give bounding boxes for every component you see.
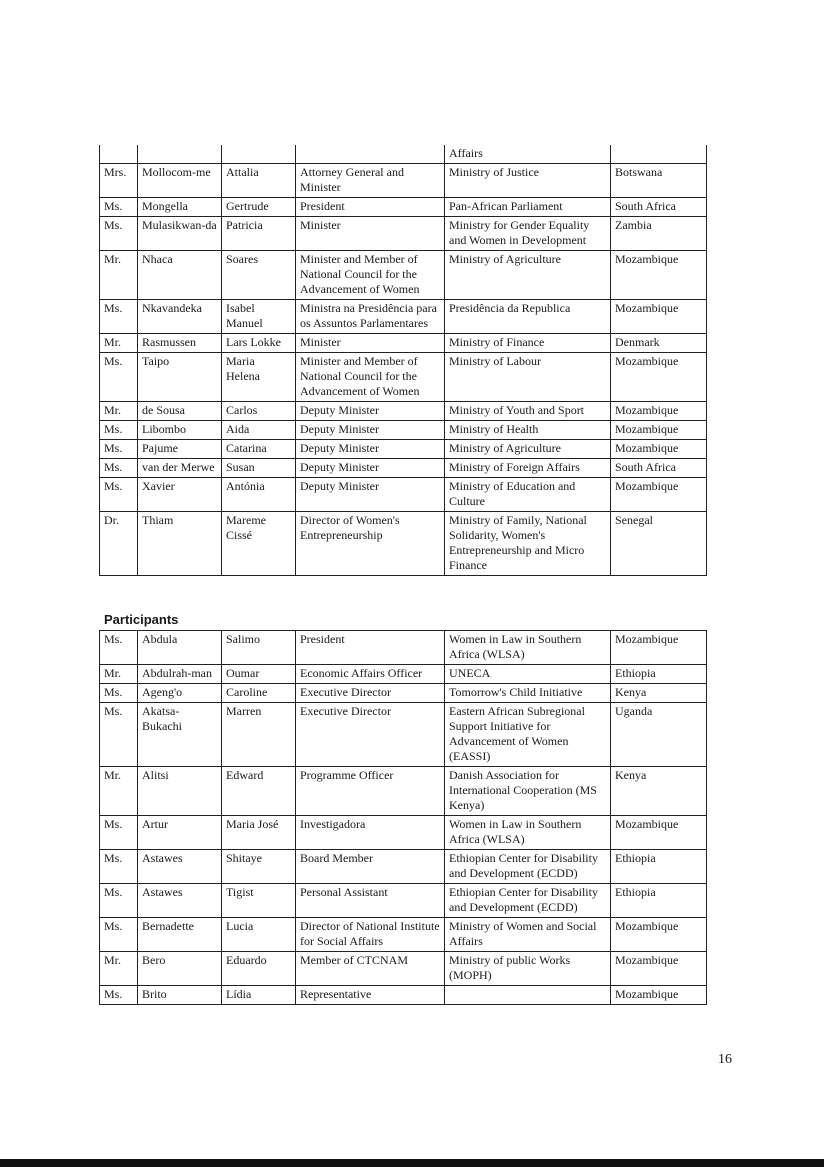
surname-cell: van der Merwe: [138, 459, 222, 478]
title-cell: Ms.: [100, 353, 138, 402]
first-name-cell: Carlos: [222, 402, 296, 421]
country-cell: Kenya: [611, 684, 707, 703]
surname-cell: Akatsa-Bukachi: [138, 703, 222, 767]
table-row: [100, 684, 707, 703]
first-name-cell: Attalia: [222, 164, 296, 198]
first-name-cell: [222, 145, 296, 164]
first-name-cell: Tigist: [222, 884, 296, 918]
country-cell: Mozambique: [611, 918, 707, 952]
officials-table: [99, 145, 707, 576]
surname-cell: Artur: [138, 816, 222, 850]
organisation-cell: Tomorrow's Child Initiative: [445, 684, 611, 703]
organisation-cell: Ministry of Justice: [445, 164, 611, 198]
table-row: [100, 164, 707, 198]
title-cell: Mr.: [100, 952, 138, 986]
table-row: [100, 353, 707, 402]
organisation-cell: [445, 986, 611, 1005]
table-row: [100, 459, 707, 478]
surname-cell: de Sousa: [138, 402, 222, 421]
title-cell: Mr.: [100, 402, 138, 421]
position-cell: Director of National Institute for Social Affairs: [296, 918, 445, 952]
country-cell: Senegal: [611, 512, 707, 576]
surname-cell: Pajume: [138, 440, 222, 459]
organisation-cell: Ministry of Education and Culture: [445, 478, 611, 512]
table-row: [100, 512, 707, 576]
position-cell: Deputy Minister: [296, 421, 445, 440]
title-cell: Mr.: [100, 665, 138, 684]
scan-edge-bar: [0, 1159, 824, 1167]
title-cell: Ms.: [100, 300, 138, 334]
first-name-cell: Gertrude: [222, 198, 296, 217]
country-cell: Mozambique: [611, 402, 707, 421]
surname-cell: Bernadette: [138, 918, 222, 952]
country-cell: Ethiopia: [611, 884, 707, 918]
surname-cell: Astawes: [138, 884, 222, 918]
organisation-cell: Ministry of public Works (MOPH): [445, 952, 611, 986]
position-cell: Deputy Minister: [296, 478, 445, 512]
surname-cell: Libombo: [138, 421, 222, 440]
table-row: [100, 145, 707, 164]
surname-cell: Mulasikwan-da: [138, 217, 222, 251]
organisation-cell: Ministry of Labour: [445, 353, 611, 402]
table-row: [100, 884, 707, 918]
first-name-cell: Soares: [222, 251, 296, 300]
first-name-cell: Lídia: [222, 986, 296, 1005]
title-cell: Ms.: [100, 421, 138, 440]
table-row: [100, 334, 707, 353]
surname-cell: Mongella: [138, 198, 222, 217]
position-cell: Ministra na Presidência para os Assuntos Parlamentares: [296, 300, 445, 334]
table-row: [100, 251, 707, 300]
position-cell: Member of CTCNAM: [296, 952, 445, 986]
country-cell: South Africa: [611, 459, 707, 478]
position-cell: Minister and Member of National Council for the Advancement of Women: [296, 353, 445, 402]
first-name-cell: Maria Helena: [222, 353, 296, 402]
first-name-cell: Isabel Manuel: [222, 300, 296, 334]
table-row: [100, 217, 707, 251]
country-cell: Mozambique: [611, 440, 707, 459]
position-cell: Deputy Minister: [296, 440, 445, 459]
surname-cell: Ageng'o: [138, 684, 222, 703]
country-cell: Mozambique: [611, 816, 707, 850]
position-cell: Executive Director: [296, 703, 445, 767]
organisation-cell: Ethiopian Center for Disability and Development (ECDD): [445, 850, 611, 884]
participants-table: [99, 630, 707, 1005]
title-cell: Mrs.: [100, 164, 138, 198]
table-row: [100, 665, 707, 684]
title-cell: Ms.: [100, 884, 138, 918]
country-cell: Uganda: [611, 703, 707, 767]
table-row: [100, 703, 707, 767]
country-cell: South Africa: [611, 198, 707, 217]
surname-cell: Thiam: [138, 512, 222, 576]
title-cell: Ms.: [100, 684, 138, 703]
position-cell: Attorney General and Minister: [296, 164, 445, 198]
first-name-cell: Shitaye: [222, 850, 296, 884]
first-name-cell: Mareme Cissé: [222, 512, 296, 576]
organisation-cell: Affairs: [445, 145, 611, 164]
organisation-cell: Ethiopian Center for Disability and Development (ECDD): [445, 884, 611, 918]
country-cell: Zambia: [611, 217, 707, 251]
page-number: 16: [718, 1052, 732, 1067]
surname-cell: Nhaca: [138, 251, 222, 300]
title-cell: Mr.: [100, 767, 138, 816]
first-name-cell: Edward: [222, 767, 296, 816]
country-cell: Ethiopia: [611, 665, 707, 684]
surname-cell: [138, 145, 222, 164]
position-cell: Economic Affairs Officer: [296, 665, 445, 684]
title-cell: [100, 145, 138, 164]
table-row: [100, 986, 707, 1005]
organisation-cell: Ministry of Health: [445, 421, 611, 440]
first-name-cell: Antónia: [222, 478, 296, 512]
title-cell: Ms.: [100, 986, 138, 1005]
first-name-cell: Salimo: [222, 631, 296, 665]
position-cell: Personal Assistant: [296, 884, 445, 918]
country-cell: Kenya: [611, 767, 707, 816]
position-cell: [296, 145, 445, 164]
first-name-cell: Eduardo: [222, 952, 296, 986]
position-cell: Board Member: [296, 850, 445, 884]
position-cell: Programme Officer: [296, 767, 445, 816]
country-cell: Mozambique: [611, 631, 707, 665]
country-cell: Mozambique: [611, 353, 707, 402]
surname-cell: Abdulrah-man: [138, 665, 222, 684]
title-cell: Dr.: [100, 512, 138, 576]
title-cell: Ms.: [100, 918, 138, 952]
surname-cell: Taipo: [138, 353, 222, 402]
title-cell: Ms.: [100, 459, 138, 478]
table-row: [100, 767, 707, 816]
organisation-cell: Ministry of Foreign Affairs: [445, 459, 611, 478]
position-cell: Representative: [296, 986, 445, 1005]
country-cell: Mozambique: [611, 986, 707, 1005]
title-cell: Ms.: [100, 440, 138, 459]
organisation-cell: Ministry of Youth and Sport: [445, 402, 611, 421]
first-name-cell: Susan: [222, 459, 296, 478]
surname-cell: Astawes: [138, 850, 222, 884]
surname-cell: Brito: [138, 986, 222, 1005]
country-cell: Mozambique: [611, 421, 707, 440]
organisation-cell: Danish Association for International Cooperation (MS Kenya): [445, 767, 611, 816]
organisation-cell: Presidência da Republica: [445, 300, 611, 334]
title-cell: Ms.: [100, 631, 138, 665]
organisation-cell: Women in Law in Southern Africa (WLSA): [445, 816, 611, 850]
position-cell: President: [296, 631, 445, 665]
position-cell: Director of Women's Entrepreneurship: [296, 512, 445, 576]
first-name-cell: Oumar: [222, 665, 296, 684]
country-cell: Mozambique: [611, 478, 707, 512]
organisation-cell: Ministry of Finance: [445, 334, 611, 353]
first-name-cell: Patricia: [222, 217, 296, 251]
organisation-cell: Ministry of Women and Social Affairs: [445, 918, 611, 952]
first-name-cell: Lucia: [222, 918, 296, 952]
organisation-cell: Women in Law in Southern Africa (WLSA): [445, 631, 611, 665]
table-row: [100, 421, 707, 440]
surname-cell: Bero: [138, 952, 222, 986]
position-cell: Investigadora: [296, 816, 445, 850]
title-cell: Ms.: [100, 198, 138, 217]
organisation-cell: Ministry of Agriculture: [445, 251, 611, 300]
surname-cell: Nkavandeka: [138, 300, 222, 334]
title-cell: Ms.: [100, 816, 138, 850]
first-name-cell: Maria José: [222, 816, 296, 850]
table-row: [100, 300, 707, 334]
organisation-cell: Ministry of Agriculture: [445, 440, 611, 459]
country-cell: Ethiopia: [611, 850, 707, 884]
surname-cell: Mollocom-me: [138, 164, 222, 198]
organisation-cell: Ministry for Gender Equality and Women in Development: [445, 217, 611, 251]
title-cell: Ms.: [100, 850, 138, 884]
table-row: [100, 816, 707, 850]
country-cell: Mozambique: [611, 952, 707, 986]
country-cell: Botswana: [611, 164, 707, 198]
title-cell: Mr.: [100, 251, 138, 300]
organisation-cell: Pan-African Parliament: [445, 198, 611, 217]
position-cell: Executive Director: [296, 684, 445, 703]
title-cell: Ms.: [100, 703, 138, 767]
surname-cell: Xavier: [138, 478, 222, 512]
surname-cell: Rasmussen: [138, 334, 222, 353]
position-cell: Minister: [296, 217, 445, 251]
country-cell: Denmark: [611, 334, 707, 353]
table-row: [100, 952, 707, 986]
position-cell: Deputy Minister: [296, 459, 445, 478]
table-row: [100, 850, 707, 884]
first-name-cell: Lars Lokke: [222, 334, 296, 353]
first-name-cell: Marren: [222, 703, 296, 767]
country-cell: Mozambique: [611, 300, 707, 334]
table-row: [100, 440, 707, 459]
first-name-cell: Aida: [222, 421, 296, 440]
table-row: [100, 478, 707, 512]
participants-heading: Participants: [104, 612, 179, 627]
country-cell: [611, 145, 707, 164]
table-row: [100, 631, 707, 665]
first-name-cell: Catarina: [222, 440, 296, 459]
position-cell: Minister: [296, 334, 445, 353]
organisation-cell: Eastern African Subregional Support Initiative for Advancement of Women (EASSI): [445, 703, 611, 767]
position-cell: Deputy Minister: [296, 402, 445, 421]
table-row: [100, 198, 707, 217]
surname-cell: Alitsi: [138, 767, 222, 816]
table-row: [100, 402, 707, 421]
position-cell: President: [296, 198, 445, 217]
table-row: [100, 918, 707, 952]
organisation-cell: UNECA: [445, 665, 611, 684]
position-cell: Minister and Member of National Council for the Advancement of Women: [296, 251, 445, 300]
country-cell: Mozambique: [611, 251, 707, 300]
organisation-cell: Ministry of Family, National Solidarity, Women's Entrepreneurship and Micro Finance: [445, 512, 611, 576]
title-cell: Ms.: [100, 217, 138, 251]
title-cell: Mr.: [100, 334, 138, 353]
title-cell: Ms.: [100, 478, 138, 512]
surname-cell: Abdula: [138, 631, 222, 665]
first-name-cell: Caroline: [222, 684, 296, 703]
